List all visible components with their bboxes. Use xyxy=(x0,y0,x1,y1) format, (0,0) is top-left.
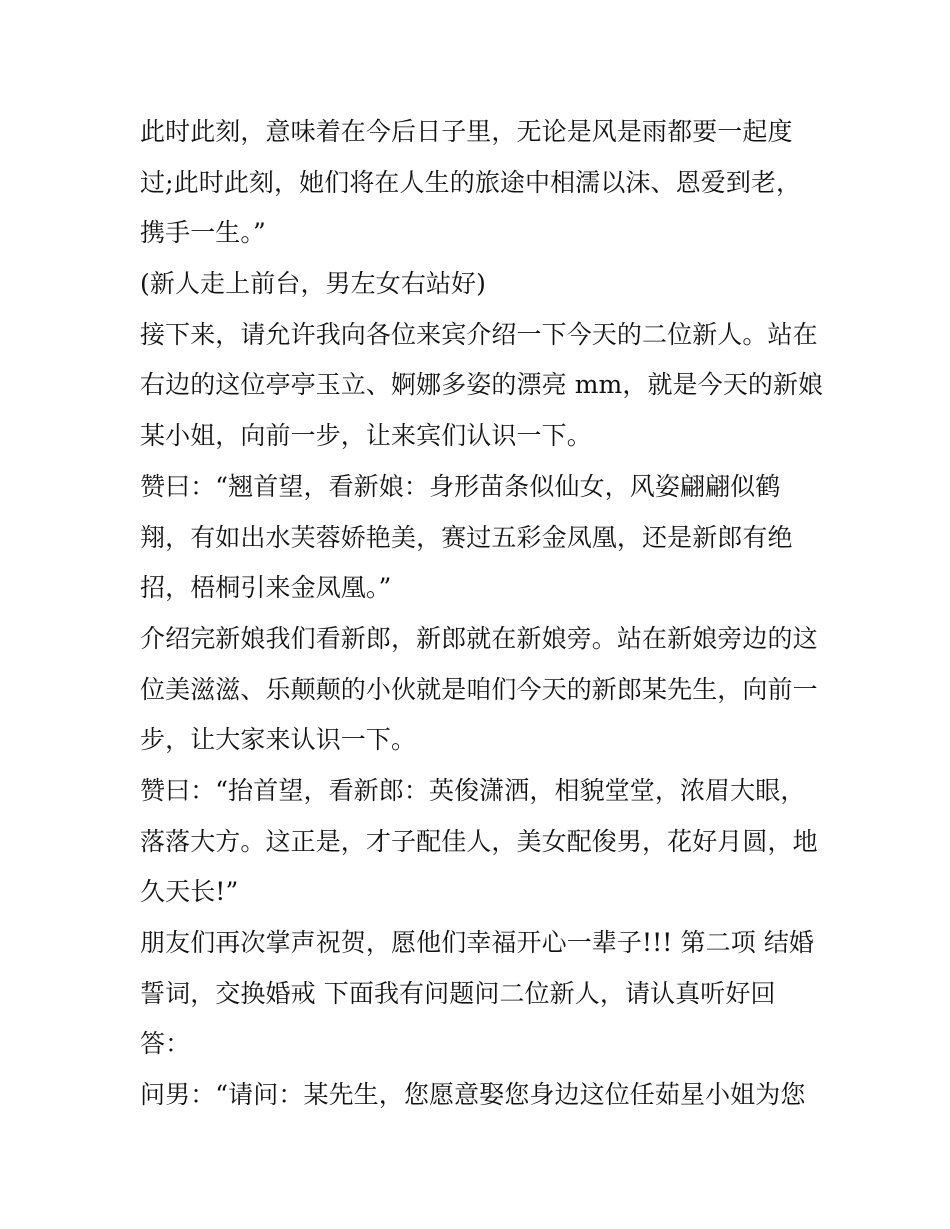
text-line: 过;此时此刻，她们将在人生的旅途中相濡以沫、恩爱到老， xyxy=(140,167,802,197)
text-line: 携手一生。” xyxy=(140,218,266,248)
text-line: 右边的这位亭亭玉立、婀娜多姿的漂亮 mm，就是今天的新娘 xyxy=(140,370,824,400)
text-line: 誓词，交换婚戒 下面我有问题问二位新人，请认真听好回 xyxy=(140,978,776,1008)
text-line: (新人走上前台，男左女右站好) xyxy=(140,269,487,299)
text-line: 某小姐，向前一步，让来宾们认识一下。 xyxy=(140,421,592,451)
text-line: 朋友们再次掌声祝贺，愿他们幸福开心一辈子!!! 第二项 结婚 xyxy=(140,928,815,957)
document-body xyxy=(140,107,824,1121)
text-line: 落落大方。这正是，才子配佳人，美女配俊男，花好月圆，地 xyxy=(140,826,818,856)
text-line: 此时此刻，意味着在今后日子里，无论是风是雨都要一起度 xyxy=(140,117,793,146)
text-line: 介绍完新娘我们看新郎，新郎就在新娘旁。站在新娘旁边的这 xyxy=(140,623,818,653)
text-line: 问男：“请问：某先生，您愿意娶您身边这位任茹星小姐为您 xyxy=(140,1080,806,1110)
text-line: 接下来，请允许我向各位来宾介绍一下今天的二位新人。站在 xyxy=(140,319,818,349)
text-line: 答： xyxy=(140,1029,191,1059)
text-line: 步，让大家来认识一下。 xyxy=(140,725,417,755)
text-line: 招，梧桐引来金凤凰。” xyxy=(140,573,392,603)
text-line: 久天长!” xyxy=(140,877,239,907)
text-line: 赞曰：“翘首望，看新娘：身形苗条似仙女，风姿翩翩似鹤 xyxy=(140,471,781,501)
text-line: 位美滋滋、乐颠颠的小伙就是咱们今天的新郎某先生，向前一 xyxy=(140,674,818,704)
text-line: 翔，有如出水芙蓉娇艳美，赛过五彩金凤凰，还是新郎有绝 xyxy=(140,522,793,552)
text-line: 赞曰：“抬首望，看新郎：英俊潇洒，相貌堂堂，浓眉大眼， xyxy=(140,775,806,805)
